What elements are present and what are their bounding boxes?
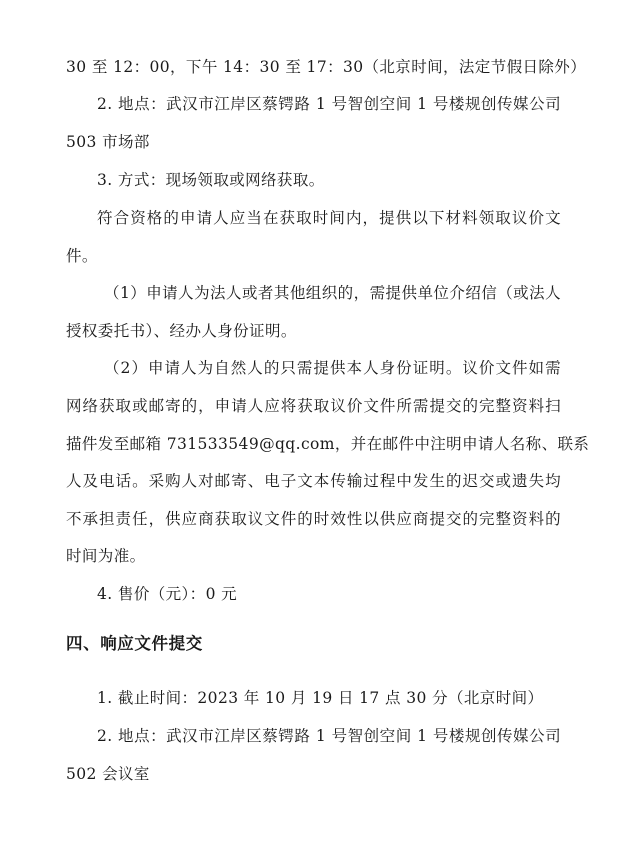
text-line-deadline: 1. 截止时间：2023 年 10 月 19 日 17 点 30 分（北京时间） bbox=[97, 689, 544, 707]
text-line-method: 3. 方式：现场领取或网络获取。 bbox=[97, 171, 325, 189]
text-line-item-1: （1）申请人为法人或者其他组织的，需提供单位介绍信（或法人 bbox=[104, 284, 561, 302]
text-line-item-2-d: 不承担责任，供应商获取议文件的时效性以供应商提交的完整资料的 bbox=[66, 510, 561, 528]
text-line-price: 4. 售价（元）：0 元 bbox=[97, 585, 238, 603]
text-line-item-1-cont: 授权委托书）、经办人身份证明。 bbox=[66, 322, 297, 340]
text-line-item-2-c: 人及电话。采购人对邮寄、电子文本传输过程中发生的迟交或遗失均 bbox=[66, 472, 561, 490]
text-line-item-2-a: 网络获取或邮寄的，申请人应将获取议价文件所需提交的完整资料扫 bbox=[66, 397, 561, 415]
text-line-submit-location: 2. 地点：武汉市江岸区蔡锷路 1 号智创空间 1 号楼规创传媒公司 bbox=[97, 727, 561, 745]
text-line-item-2-e: 时间为准。 bbox=[66, 547, 146, 565]
text-line-hours: 30 至 12：00，下午 14：30 至 17：30（北京时间，法定节假日除外） bbox=[66, 58, 587, 76]
text-line-materials: 符合资格的申请人应当在获取时间内，提供以下材料领取议价文 bbox=[97, 209, 561, 227]
text-line-location: 2. 地点：武汉市江岸区蔡锷路 1 号智创空间 1 号楼规创传媒公司 bbox=[97, 95, 561, 113]
text-line-submit-location-cont: 502 会议室 bbox=[66, 765, 150, 783]
section-heading: 四、响应文件提交 bbox=[66, 634, 203, 653]
text-line-materials-cont: 件。 bbox=[66, 247, 98, 265]
text-line-location-cont: 503 市场部 bbox=[66, 133, 150, 151]
text-line-item-2: （2）申请人为自然人的只需提供本人身份证明。议价文件如需 bbox=[104, 359, 561, 377]
text-line-item-2-b: 描件发至邮箱 731533549@qq.com，并在邮件中注明申请人名称、联系 bbox=[66, 435, 590, 453]
